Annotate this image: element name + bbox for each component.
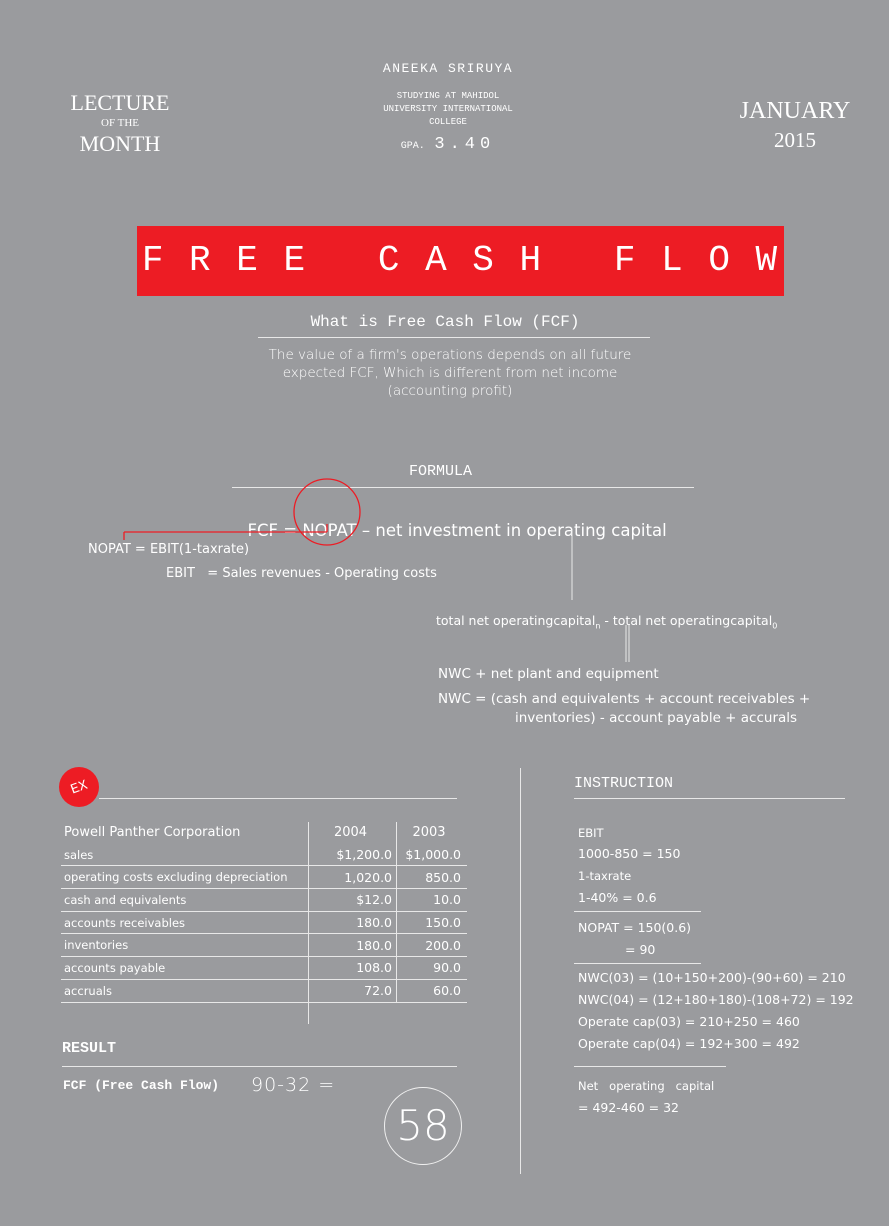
nwc-plus-plant: NWC + net plant and equipment bbox=[438, 666, 659, 682]
ebit-calc: 1000-850 = 150 bbox=[578, 846, 681, 861]
nwc-definition-1: NWC = (cash and equivalents + account receivables + bbox=[438, 691, 811, 707]
gpa-label: GPA. bbox=[400, 141, 425, 152]
date-month: JANUARY bbox=[739, 98, 851, 124]
instruction-divider-3 bbox=[574, 1066, 726, 1067]
example-table bbox=[61, 822, 467, 1024]
month-label: MONTH bbox=[79, 131, 161, 156]
formula-heading: FORMULA bbox=[409, 463, 473, 480]
instruction-underline bbox=[574, 798, 845, 799]
fcf-prefix: FCF = bbox=[247, 521, 303, 540]
ex-badge: EX bbox=[59, 767, 99, 807]
table-spacer-row bbox=[61, 1002, 467, 1024]
opcap-04-calc: Operate cap(04) = 192+300 = 492 bbox=[578, 1036, 800, 1051]
result-value: 58 bbox=[396, 1101, 450, 1150]
gpa-value: 3.40 bbox=[434, 135, 496, 154]
result-circle bbox=[384, 1087, 462, 1165]
instruction-divider-1 bbox=[574, 911, 701, 912]
table-header-row bbox=[61, 822, 467, 844]
ex-underline bbox=[99, 798, 457, 799]
title-text: F R E E C A S H F L O W bbox=[141, 240, 780, 281]
nopat-term: NOPAT bbox=[302, 521, 357, 540]
result-expression: 90-32 = bbox=[251, 1074, 336, 1096]
study-line-2: UNIVERSITY INTERNATIONAL bbox=[383, 104, 513, 114]
definition-line-1: The value of a firm's operations depends on all future bbox=[268, 347, 632, 363]
column-divider bbox=[520, 768, 521, 1174]
tax-calc: 1-40% = 0.6 bbox=[578, 890, 657, 905]
result-underline bbox=[62, 1066, 457, 1067]
tax-label: 1-taxrate bbox=[578, 869, 632, 883]
definition-line-3: (accounting profit) bbox=[387, 383, 513, 399]
table-row: accounts receivables 180.0 150.0 bbox=[61, 911, 467, 934]
ebit-definition: EBIT = Sales revenues - Operating costs bbox=[166, 566, 437, 581]
nopat-calc-1: NOPAT = 150(0.6) bbox=[578, 920, 692, 935]
fcf-suffix: – net investment in operating capital bbox=[356, 521, 667, 540]
study-line-1: STUDYING AT MAHIDOL bbox=[396, 91, 500, 101]
instruction-divider-2 bbox=[574, 963, 701, 964]
nwc-definition-2: inventories) - account payable + accurals bbox=[515, 710, 798, 726]
result-heading: RESULT bbox=[62, 1040, 117, 1057]
study-line-3: COLLEGE bbox=[429, 117, 467, 127]
nwc-04-calc: NWC(04) = (12+180+180)-(108+72) = 192 bbox=[578, 992, 854, 1007]
table-row: cash and equivalents $12.0 10.0 bbox=[61, 889, 467, 912]
company-name: Powell Panther Corporation bbox=[64, 825, 241, 841]
table-row: sales $1,200.0 $1,000.0 bbox=[61, 844, 467, 866]
table-row: operating costs excluding depreciation 1,020.0 850.0 bbox=[61, 866, 467, 889]
author-name: ANEEKA SRIRUYA bbox=[382, 61, 514, 76]
net-capital-calc: = 492-460 = 32 bbox=[578, 1100, 680, 1115]
definition-line-2: expected FCF, Which is different from net income bbox=[282, 365, 618, 381]
nwc-03-calc: NWC(03) = (10+150+200)-(90+60) = 210 bbox=[578, 970, 846, 985]
net-capital-label: Net operating capital bbox=[578, 1079, 715, 1093]
lecture-label: LECTURE bbox=[70, 90, 170, 115]
nopat-circle bbox=[294, 479, 360, 545]
year-2003-header: 2003 bbox=[397, 822, 468, 844]
capital-change: total net operatingcapital$_n$ - total net operatingcapital$_0$ bbox=[436, 613, 778, 631]
table-row: inventories 180.0 200.0 bbox=[61, 934, 467, 957]
result-label: FCF (Free Cash Flow) bbox=[63, 1078, 220, 1093]
table-row: accruals 72.0 60.0 bbox=[61, 979, 467, 1002]
ebit-label: EBIT bbox=[578, 826, 604, 840]
of-the-label: OF THE bbox=[101, 117, 139, 129]
opcap-03-calc: Operate cap(03) = 210+250 = 460 bbox=[578, 1014, 800, 1029]
date-year: 2015 bbox=[774, 128, 816, 152]
year-2004-header: 2004 bbox=[309, 822, 397, 844]
definition-heading: What is Free Cash Flow (FCF) bbox=[310, 313, 580, 331]
instruction-heading: INSTRUCTION bbox=[574, 775, 674, 792]
table-row: accounts payable 108.0 90.0 bbox=[61, 957, 467, 980]
nopat-calc-2: = 90 bbox=[625, 942, 656, 957]
nopat-definition: NOPAT = EBIT(1-taxrate) bbox=[88, 542, 250, 557]
